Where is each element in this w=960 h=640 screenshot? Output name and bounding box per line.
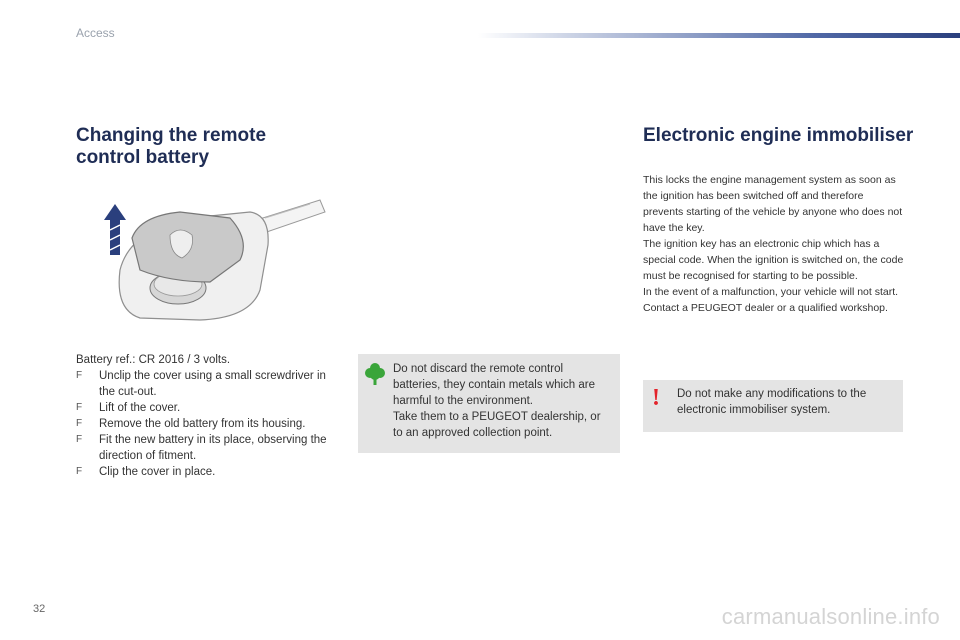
battery-reference: Battery ref.: CR 2016 / 3 volts. (76, 354, 231, 366)
list-item (76, 400, 338, 416)
section-label: Access (76, 26, 115, 40)
paragraph: In the event of a malfunction, your vehicle will not start. (643, 286, 899, 298)
page-number: 32 (33, 603, 46, 615)
paragraph: Contact a PEUGEOT dealer or a qualified workshop. (643, 302, 888, 314)
immobiliser-section-title: Electronic engine immobiliser (643, 125, 914, 146)
bullet-icon: F (76, 418, 83, 429)
watermark: carmanualsonline.info (721, 604, 940, 629)
battery-section-title: Changing the remote control battery (76, 125, 267, 168)
step-text: Fit the new battery in its place, observing the direction of fitment. (99, 434, 327, 462)
remote-key-illustration (100, 190, 360, 330)
immobiliser-description (643, 172, 905, 316)
list-item (76, 464, 338, 480)
tree-icon (365, 362, 385, 386)
paragraph: This locks the engine management system as soon as the ignition has been switched off and therefore prevents starting of the vehicle by anyone who does not have the key. (643, 174, 903, 234)
list-item (76, 416, 338, 432)
bullet-icon: F (76, 370, 83, 381)
step-text: Lift of the cover. (99, 402, 181, 414)
header-bar (478, 33, 960, 38)
battery-steps (76, 352, 338, 480)
bullet-icon: F (76, 402, 83, 413)
list-item (76, 432, 338, 464)
paragraph: The ignition key has an electronic chip which has a special code. When the ignition is switched on, the code must be recognised for starting to be possible. (643, 238, 904, 282)
exclamation-icon: ! (652, 385, 660, 411)
bullet-icon: F (76, 466, 83, 477)
bullet-icon: F (76, 434, 83, 445)
warning-note (643, 380, 903, 432)
step-text: Remove the old battery from its housing. (99, 418, 306, 430)
steps-list (76, 368, 338, 480)
warning-note-text: Do not make any modifications to the electronic immobiliser system. (677, 388, 867, 416)
step-text: Clip the cover in place. (99, 466, 216, 478)
environment-note-text: Do not discard the remote control batteries, they contain metals which are harmful to the environment. Take them to a PEUGEOT dealership, or to an approved collection point. (393, 363, 601, 439)
list-item (76, 368, 338, 400)
environment-note (358, 354, 620, 453)
step-text: Unclip the cover using a small screwdriver in the cut-out. (99, 370, 326, 398)
